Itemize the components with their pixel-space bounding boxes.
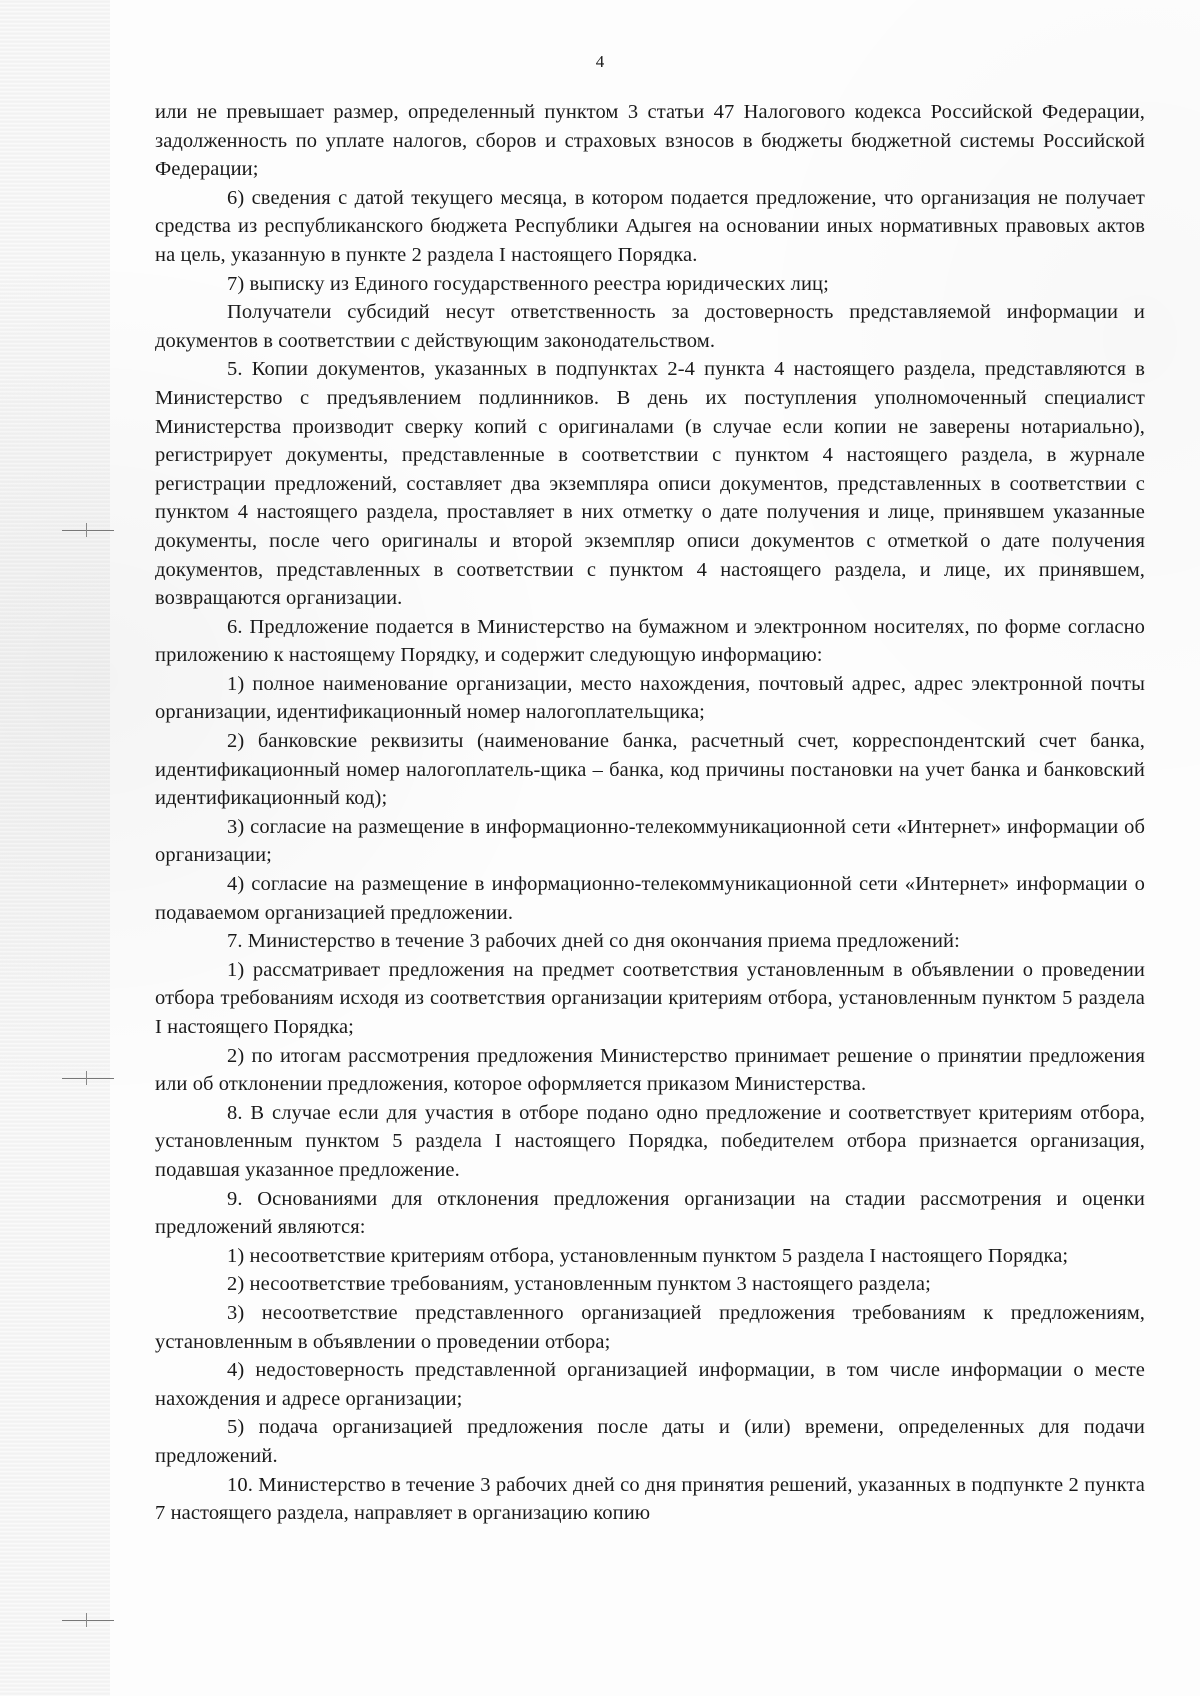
- document-paragraph: 2) несоответствие требованиям, установленным пунктом 3 настоящего раздела;: [227, 1273, 931, 1296]
- document-paragraph: 10. Министерство в течение 3 рабочих дней со дня принятия решений, указанных в подпункте 2 пункта 7 настоящего раздела, направляет в организацию копию: [155, 1473, 1145, 1525]
- binding-mark-middle: [62, 1078, 114, 1079]
- document-paragraph: Получатели субсидий несут ответственность за достоверность представляемой информации и документов в соответствии с действующим законодательством.: [155, 301, 1145, 352]
- document-paragraph: 7) выписку из Единого государственного реестра юридических лиц;: [227, 272, 829, 295]
- document-paragraph: 6) сведения с датой текущего месяца, в котором подается предложение, что организация не получает средства из республиканского бюджета Республики Адыгея на основании иных нормативных правовых актов на цель, указанную в пункте 2 раздела I настоящего Порядка.: [155, 186, 1145, 266]
- page-number: 4: [595, 52, 605, 71]
- document-paragraph: 2) по итогам рассмотрения предложения Министерство принимает решение о принятии предложения или об отклонении предложения, которое оформляется приказом Министерства.: [155, 1044, 1145, 1096]
- document-paragraph: 2) банковские реквизиты (наименование банка, расчетный счет, корреспондентский счет банка, идентификационный номер налогоплатель-щика – банка, код причины постановки на учет банка и банковский идентификационный код);: [155, 730, 1145, 810]
- document-paragraph: 3) несоответствие представленного организацией предложения требованиям к предложениям, установленным в объявлении о проведении отбора;: [155, 1301, 1145, 1353]
- document-paragraph: или не превышает размер, определенный пунктом 3 статьи 47 Налогового кодекса Российской Федерации, задолженность по уплате налогов, сборов и страховых взносов в бюджеты бюджетной системы Российской Федерации;: [155, 101, 1145, 181]
- document-paragraph: 7. Министерство в течение 3 рабочих дней со дня окончания приема предложений:: [227, 930, 960, 953]
- document-paragraph: 1) полное наименование организации, место нахождения, почтовый адрес, адрес электронной почты организации, идентификационный номер налогоплательщика;: [155, 672, 1145, 724]
- document-paragraph: 1) несоответствие критериям отбора, установленным пунктом 5 раздела I настоящего Порядка;: [227, 1244, 1069, 1267]
- document-paragraph: 6. Предложение подается в Министерство на бумажном и электронном носителях, по форме согласно приложению к настоящему Порядку, и содержит следующую информацию:: [155, 615, 1145, 667]
- scan-left-edge: [0, 0, 110, 1696]
- document-paragraph: 1) рассматривает предложения на предмет соответствия установленным в объявлении о проведении отбора требованиям исходя из соответствия организации критериям отбора, установленным пунктом 5 раздела I настоящего Порядка;: [155, 958, 1145, 1038]
- document-paragraph: 3) согласие на размещение в информационно-телекоммуникационной сети «Интернет» информации об организации;: [155, 815, 1145, 867]
- document-paragraph: 4) согласие на размещение в информационно-телекоммуникационной сети «Интернет» информации о подаваемом организацией предложении.: [155, 873, 1145, 924]
- document-paragraph: 4) недостоверность представленной организацией информации, в том числе информации о месте нахождения и адресе организации;: [155, 1359, 1145, 1410]
- document-paragraph: 5. Копии документов, указанных в подпунктах 2-4 пункта 4 настоящего раздела, представляются в Министерство с предъявлением подлинников. В день их поступления уполномоченный специалист Министерства производит сверку копий с оригиналами (в случае если копии не заверены нотариально), регистрирует документы, представленные в соответствии с пунктом 4 настоящего раздела, в журнале регистрации предложений, составляет два экземпляра описи документов, представленных в соответствии с пунктом 4 настоящего раздела, проставляет в них отметку о дате получения и лице, принявшем указанные документы, после чего оригиналы и второй экземпляр описи документов с отметкой о дате получения документов, представленных в соответствии с пунктом 4 настоящего раздела, и лице, их принявшем, возвращаются организации.: [155, 358, 1145, 610]
- document-paragraph: 5) подача организацией предложения после даты и (или) времени, определенных для подачи предложений.: [155, 1416, 1145, 1467]
- document-body: [155, 98, 1145, 1528]
- document-paragraph: 9. Основаниями для отклонения предложения организации на стадии рассмотрения и оценки предложений являются:: [155, 1187, 1145, 1239]
- binding-mark-bottom: [62, 1620, 114, 1621]
- binding-mark-top: [62, 530, 114, 531]
- document-paragraph: 8. В случае если для участия в отборе подано одно предложение и соответствует критериям отбора, установленным пунктом 5 раздела I настоящего Порядка, победителем отбора признается организация, подавшая указанное предложение.: [155, 1101, 1145, 1181]
